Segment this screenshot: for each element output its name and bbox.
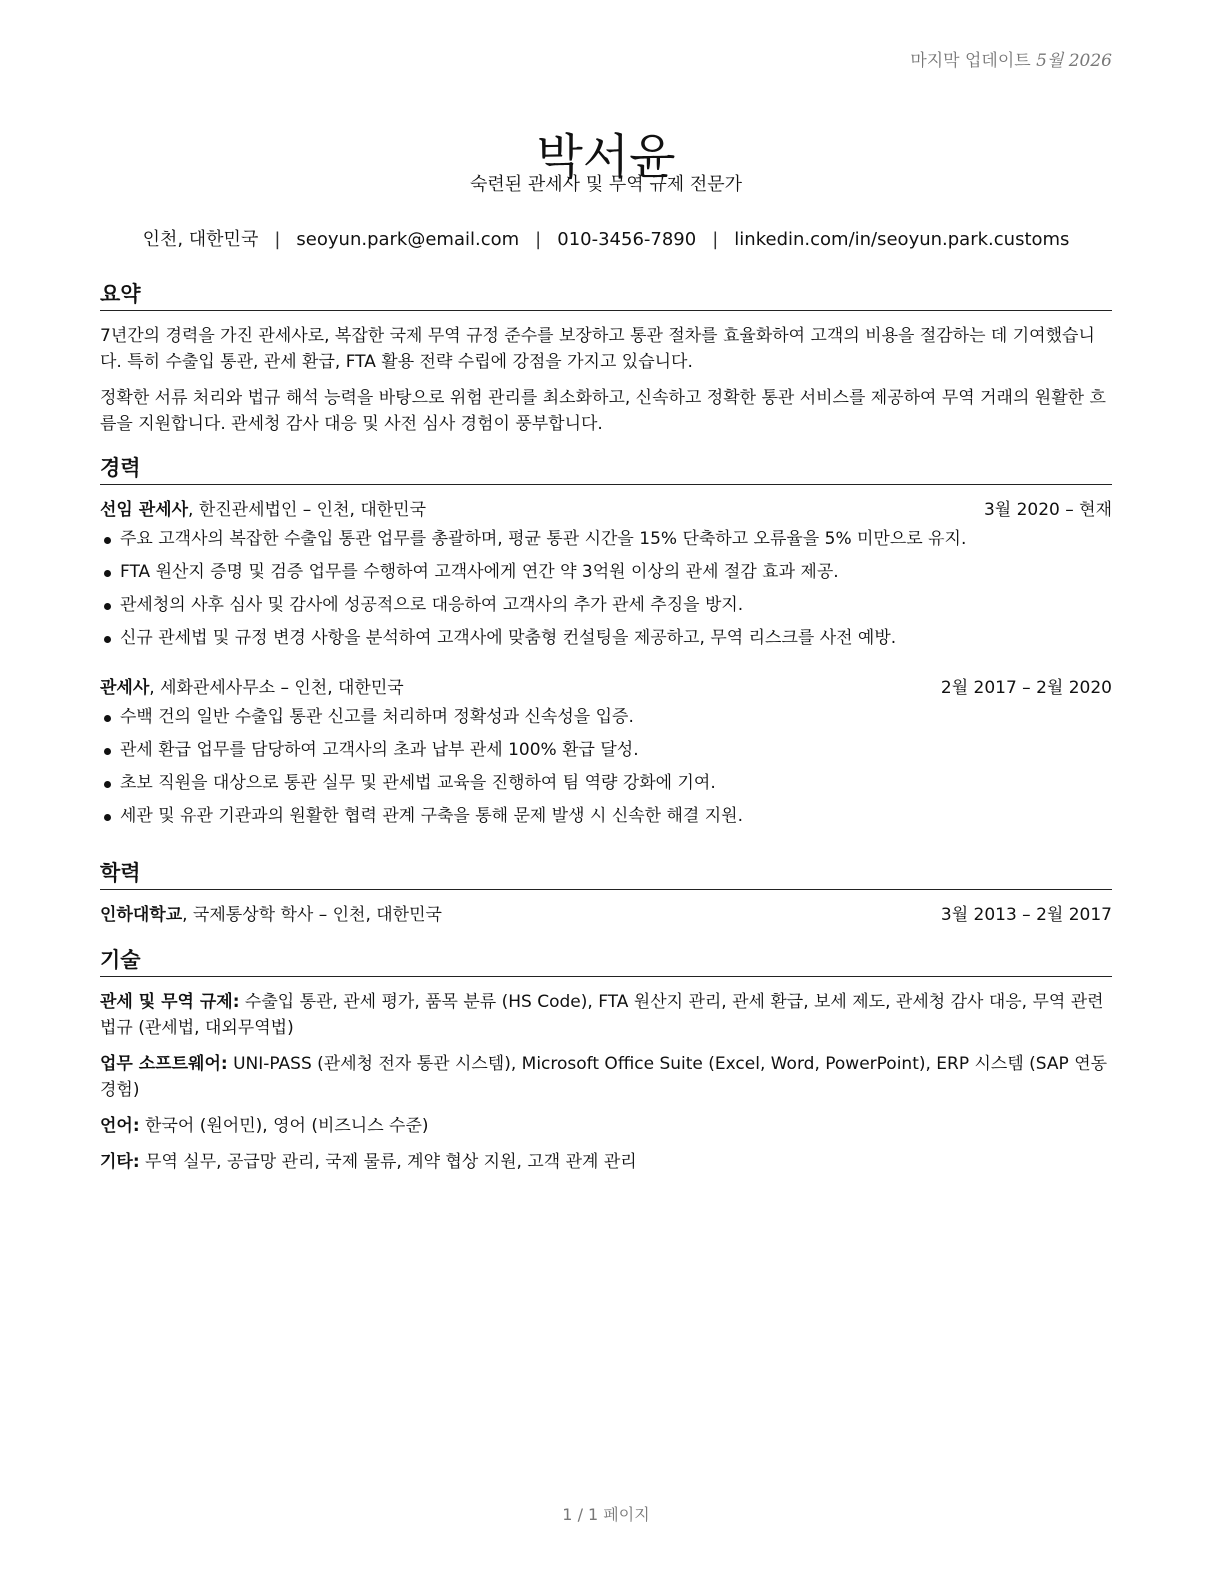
candidate-name: 박서윤 xyxy=(536,129,676,186)
job-header xyxy=(100,675,1112,701)
section-title-skills: 기술 xyxy=(100,944,1112,977)
section-title-experience: 경력 xyxy=(100,452,1112,485)
section-title-education: 학력 xyxy=(100,857,1112,890)
education-entry xyxy=(100,902,1112,928)
job-header xyxy=(100,497,1112,523)
list-item: 관세 환급 업무를 담당하여 고객사의 초과 납부 관세 100% 환급 달성. xyxy=(100,734,1112,767)
list-item: FTA 원산지 증명 및 검증 업무를 수행하여 고객사에게 연간 약 3억원 이상의 관세 절감 효과 제공. xyxy=(100,556,1112,589)
tagline: 숙련된 관세사 및 무역 규제 전문가 xyxy=(469,174,743,195)
separator: | xyxy=(274,229,281,250)
education-dates: 3월 2013 – 2월 2017 xyxy=(940,905,1112,925)
experience-section xyxy=(100,452,1112,833)
separator: | xyxy=(712,229,719,250)
job-bullets xyxy=(100,523,1112,655)
education-section xyxy=(100,857,1112,928)
list-item: 초보 직원을 대상으로 통관 실무 및 관세법 교육을 진행하여 팀 역량 강화에 기여. xyxy=(100,767,1112,800)
summary-section xyxy=(100,278,1112,437)
section-title-summary: 요약 xyxy=(100,278,1112,311)
skill-item: 언어: 한국어 (원어민), 영어 (비즈니스 수준) xyxy=(100,1116,429,1136)
job-entry xyxy=(100,675,1112,833)
school-name: 인하대학교 xyxy=(100,905,183,925)
skill-item: 기타: 무역 실무, 공급망 관리, 국제 물류, 계약 협상 지원, 고객 관계 관리 xyxy=(100,1152,637,1172)
list-item: 주요 고객사의 복잡한 수출입 통관 업무를 총괄하며, 평균 통관 시간을 15% 단축하고 오류율을 5% 미만으로 유지. xyxy=(100,523,1112,556)
list-item: 세관 및 유관 기관과의 원활한 협력 관계 구축을 통해 문제 발생 시 신속한 해결 지원. xyxy=(100,800,1112,833)
page-number: 1 / 1 페이지 xyxy=(562,1505,650,1524)
job-org: , 한진관세법인 – 인천, 대한민국 xyxy=(188,500,427,520)
job-role: 관세사 xyxy=(100,678,150,698)
list-item: 수백 건의 일반 수출입 통관 신고를 처리하며 정확성과 신속성을 입증. xyxy=(100,701,1112,734)
contact-phone: 010-3456-7890 xyxy=(557,229,697,250)
summary-paragraph: 정확한 서류 처리와 법규 해석 능력을 바탕으로 위험 관리를 최소화하고, 신속하고 정확한 통관 서비스를 제공하여 무역 거래의 원활한 흐름을 지원합니다. 관세청 감사 대응 및 사전 심사 경험이 풍부합니다. xyxy=(100,388,1106,434)
contact-email[interactable]: seoyun.park@email.com xyxy=(296,229,520,250)
contact-line xyxy=(100,225,1112,251)
separator: | xyxy=(535,229,542,250)
contact-linkedin[interactable]: linkedin.com/in/seoyun.park.customs xyxy=(734,229,1070,250)
degree: , 국제통상학 학사 – 인천, 대한민국 xyxy=(182,905,442,925)
skill-item: 관세 및 무역 규제: 수출입 통관, 관세 평가, 품목 분류 (HS Code), FTA 원산지 관리, 관세 환급, 보세 제도, 관세청 감사 대응, 무역 관련 법규 (관세법, 대외무역법) xyxy=(100,992,1104,1038)
contact-location: 인천, 대한민국 xyxy=(142,229,259,250)
job-org: , 세화관세사무소 – 인천, 대한민국 xyxy=(149,678,404,698)
job-bullets xyxy=(100,701,1112,833)
job-dates: 3월 2020 – 현재 xyxy=(983,500,1112,520)
job-role: 선임 관세사 xyxy=(100,500,189,520)
list-item: 신규 관세법 및 규정 변경 사항을 분석하여 고객사에 맞춤형 컨설팅을 제공하고, 무역 리스크를 사전 예방. xyxy=(100,622,1112,655)
job-entry xyxy=(100,497,1112,655)
resume-page xyxy=(100,0,1112,1584)
last-updated: 마지막 업데이트 5월 2026 xyxy=(910,51,1112,71)
skill-item: 업무 소프트웨어: UNI-PASS (관세청 전자 통관 시스템), Microsoft Office Suite (Excel, Word, PowerPoint), ERP 시스템 (SAP 연동 경험) xyxy=(100,1054,1108,1100)
summary-paragraph: 7년간의 경력을 가진 관세사로, 복잡한 국제 무역 규정 준수를 보장하고 통관 절차를 효율화하여 고객의 비용을 절감하는 데 기여했습니다. 특히 수출입 통관, 관세 환급, FTA 활용 전략 수립에 강점을 가지고 있습니다. xyxy=(100,326,1095,372)
list-item: 관세청의 사후 심사 및 감사에 성공적으로 대응하여 고객사의 추가 관세 추징을 방지. xyxy=(100,589,1112,622)
job-dates: 2월 2017 – 2월 2020 xyxy=(940,678,1112,698)
skills-section xyxy=(100,944,1112,1185)
